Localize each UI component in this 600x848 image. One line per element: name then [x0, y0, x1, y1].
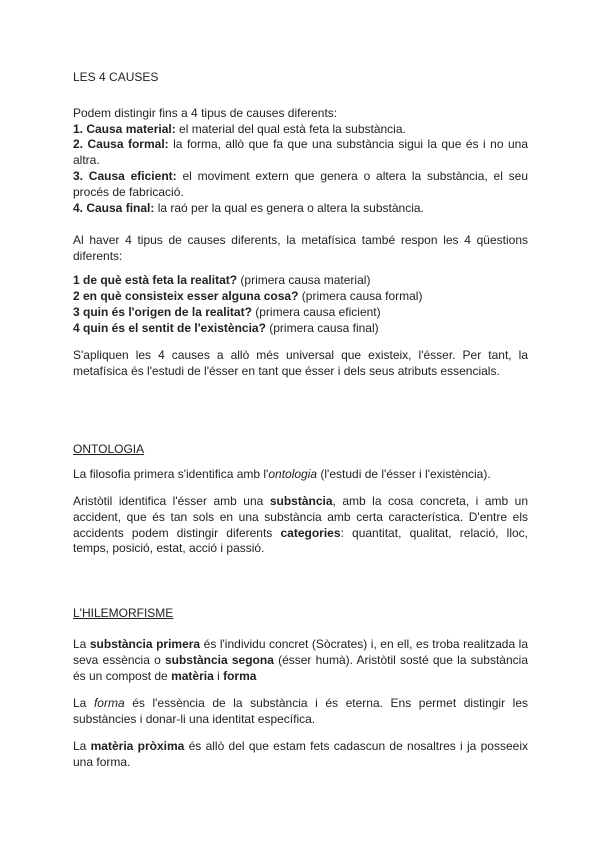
- emphasis: forma: [93, 696, 125, 710]
- cause-label: 4. Causa final:: [73, 201, 155, 215]
- hilemorfisme-paragraph-3: [73, 739, 528, 771]
- bold-term: categories: [280, 525, 341, 540]
- text-run: és l'essència de la substància i és eterna. Ens permet distingir les substàncies i donar-li una identitat específica.: [73, 696, 528, 726]
- causes-paragraph-3: S'apliquen les 4 causes a allò més universal que existeix, l'ésser. Per tant, la metafísica és l'estudi de l'ésser en tant que ésser i dels seus atributs essencials.: [73, 348, 528, 378]
- hilemorfisme-paragraph-2: [73, 696, 528, 728]
- text-run: i: [213, 668, 224, 683]
- text-run: és allò del que estam fets cadascun de nosaltres i ja posseeix una forma.: [73, 739, 528, 769]
- text-run: (l'estudi de l'ésser i l'existència).: [317, 467, 491, 481]
- cause-item-1: [73, 122, 528, 138]
- text-run: , amb la cosa concreta, i amb un accident, que és tan sols en una substància amb certa característica. D'entre els accidents podem distingir diferents: [73, 494, 529, 540]
- text-run: La: [73, 696, 94, 710]
- text-run: La: [73, 739, 91, 753]
- hilemorfisme-paragraph-1: [73, 637, 528, 684]
- question-2: [73, 289, 528, 305]
- question-text: 4 quin és el sentit de l'existència?: [73, 321, 266, 335]
- bold-term: substància primera: [89, 637, 201, 651]
- cause-label: 3. Causa eficient:: [73, 169, 177, 183]
- bold-term: matèria pròxima: [90, 739, 185, 753]
- question-answer: (primera causa material): [237, 273, 371, 287]
- cause-text: la forma, allò que fa que una substància sigui la que és i no una altra.: [73, 137, 528, 167]
- bold-term: forma: [223, 668, 257, 683]
- question-answer: (primera causa eficient): [251, 305, 381, 319]
- question-text: 2 en què consisteix esser alguna cosa?: [73, 289, 299, 303]
- hilemorfisme-heading: L'HILEMORFISME: [73, 606, 174, 620]
- question-text: 1 de què està feta la realitat?: [73, 273, 238, 287]
- causes-paragraph-2: Al haver 4 tipus de causes diferents, la metafísica també respon les 4 qüestions diferents:: [73, 233, 528, 263]
- question-3: [73, 305, 528, 321]
- cause-item-3: [73, 169, 528, 201]
- question-text: 3 quin és l'origen de la realitat?: [73, 305, 252, 319]
- text-run: (ésser humà). Aristòtil sosté que la substància és un compost de: [73, 652, 528, 683]
- bold-term: substància: [269, 494, 333, 508]
- causes-heading: LES 4 CAUSES: [73, 70, 159, 84]
- emphasis: ontologia: [268, 467, 318, 481]
- text-run: La filosofia primera s'identifica amb l': [73, 467, 269, 481]
- ontologia-paragraph-2: [73, 494, 528, 557]
- causes-intro: Podem distingir fins a 4 tipus de causes diferents:: [73, 106, 338, 120]
- bold-term: substància segona: [164, 652, 274, 667]
- question-4: [73, 321, 528, 337]
- text-run: : quantitat, qualitat, relació, lloc, temps, posició, estat, acció i passió.: [73, 525, 528, 556]
- question-1: [73, 273, 528, 289]
- cause-text: el material del qual està feta la substància.: [175, 122, 406, 136]
- text-run: Aristòtil identifica l'ésser amb una: [73, 494, 270, 508]
- question-answer: (primera causa final): [265, 321, 379, 335]
- cause-label: 1. Causa material:: [73, 122, 176, 136]
- cause-label: 2. Causa formal:: [73, 137, 169, 151]
- ontologia-paragraph-1: [73, 467, 528, 483]
- bold-term: matèria: [171, 668, 214, 683]
- text-run: La: [73, 637, 90, 651]
- cause-text: el moviment extern que genera o altera la substància, el seu procés de fabricació.: [73, 169, 529, 199]
- text-run: és l'individu concret (Sòcrates) i, en ell, es troba realitzada la seva essència o: [73, 637, 529, 667]
- cause-item-4: [73, 201, 528, 217]
- cause-text: la raó per la qual es genera o altera la substància.: [154, 201, 424, 215]
- cause-item-2: [73, 137, 528, 169]
- ontologia-heading: ONTOLOGIA: [73, 442, 145, 456]
- question-answer: (primera causa formal): [298, 289, 423, 303]
